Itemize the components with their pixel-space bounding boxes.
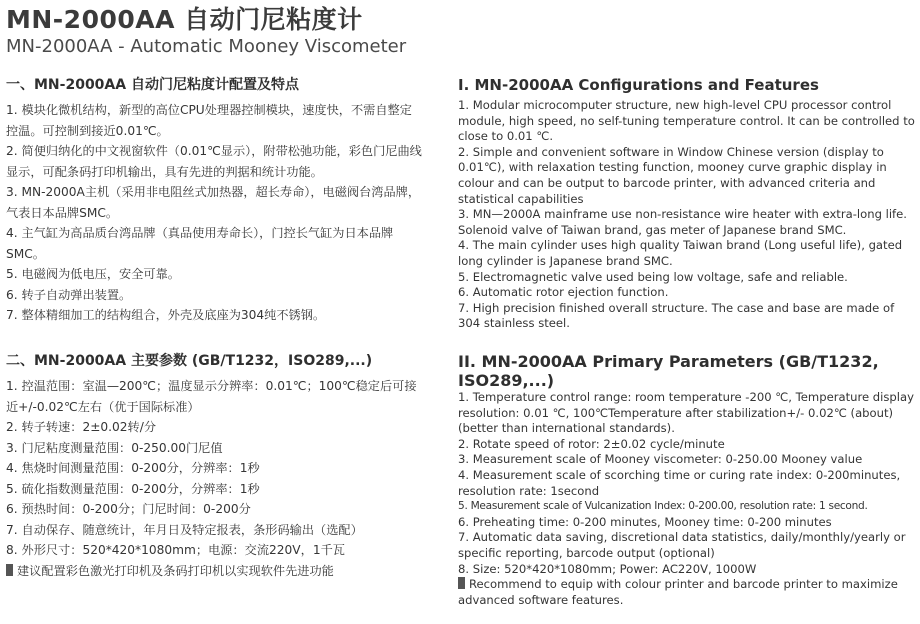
page-title-en: MN-2000AA - Automatic Mooney Viscometer bbox=[6, 36, 407, 57]
section2-title-en bbox=[458, 352, 916, 390]
right-section2-en bbox=[458, 352, 916, 608]
section1-list-en bbox=[458, 98, 916, 332]
list-item: 2. Rotate speed of rotor: 2±0.02 cycle/minute bbox=[458, 436, 725, 451]
page-title-cn: MN-2000AA 自动门尼粘度计 bbox=[6, 5, 363, 34]
section2-title-main: II. MN-2000AA Primary Parameters bbox=[458, 352, 774, 371]
note-marker-icon bbox=[458, 577, 465, 589]
list-item: 3. MN-2000A主机（采用非电阻丝式加热器，超长寿命），电磁阀台湾品牌，气表日本品牌SMC。 bbox=[6, 185, 421, 220]
list-item: 3. 门尼粘度测量范围：0-250.00门尼值 bbox=[6, 440, 223, 455]
list-item: 3. Measurement scale of Mooney viscometer: 0-250.00 Mooney value bbox=[458, 452, 863, 467]
note-text-cn: 建议配置彩色激光打印机及条码打印机以实现软件先进功能 bbox=[17, 563, 334, 578]
list-item: 1. 模块化微机结构，新型的高位CPU处理器控制模块，速度快，不需自整定控温。可控制到接近0.01℃。 bbox=[6, 103, 412, 138]
list-item: 5. 电磁阀为低电压，安全可靠。 bbox=[6, 267, 180, 281]
list-item: 6. 转子自动弹出装置。 bbox=[6, 287, 132, 302]
list-item: 5. 硫化指数测量范围：0-200分，分辨率：1秒 bbox=[6, 481, 260, 496]
note-text-en: Recommend to equip with colour printer and barcode printer to maximize advanced software features. bbox=[458, 577, 898, 607]
list-item: 7. High precision finished overall structure. The case and base are made of 304 stainless steel. bbox=[458, 300, 895, 331]
list-item: 2. Simple and convenient software in Window Chinese version (display to 0.01℃), with relaxation testing function, mooney curve graphic display in colour and can be output to barcode printer, with advanced criteria and statistical capabilities bbox=[458, 144, 887, 206]
left-section2-cn bbox=[6, 350, 424, 581]
right-column-en bbox=[458, 74, 916, 332]
section1-title-cn: 一、MN-2000AA 自动门尼粘度计配置及特点 bbox=[6, 77, 299, 93]
list-item: 1. Modular microcomputer structure, new high-level CPU processor control module, high speed, no self-tuning temperature control. It can be controlled to close to 0.01 ℃. bbox=[458, 98, 915, 144]
list-item: 1. Temperature control range: room temperature -200 ℃, Temperature display resolution: 0.01 ℃, 100℃Temperature after stabilization+/- 0.02℃ (about) (better than international standards). bbox=[458, 390, 914, 436]
note-item bbox=[458, 577, 916, 608]
note-marker-icon bbox=[6, 564, 13, 576]
list-item: 7. 整体精细加工的结构组合，外壳及底座为304纯不锈钢。 bbox=[6, 308, 326, 322]
list-item: 3. MN—2000A mainframe use non-resistance wire heater with extra-long life. Solenoid valve of Taiwan brand, gas meter of Japanese brand SMC. bbox=[458, 207, 907, 237]
section1-list-cn bbox=[6, 100, 424, 326]
list-item: 4. 主气缸为高品质台湾品牌（真品使用寿命长），门控长气缸为日本品牌SMC。 bbox=[6, 226, 394, 261]
list-item: 8. 外形尺寸：520*420*1080mm；电源：交流220V，1千瓦 bbox=[6, 543, 345, 557]
list-item: 7. Automatic data saving, discretional data statistics, daily/monthly/yearly or specific reporting, barcode output (optional) bbox=[458, 530, 906, 560]
section1-title-en: I. MN-2000AA Configurations and Features bbox=[458, 76, 819, 94]
list-item: 4. 焦烧时间测量范围：0-200分，分辨率：1秒 bbox=[6, 461, 260, 475]
list-item: 7. 自动保存、随意统计，年月日及特定报表，条形码输出（选配） bbox=[6, 522, 363, 537]
section2-title-cn: 二、MN-2000AA 主要参数 (GB/T1232，ISO289,...) bbox=[6, 353, 373, 369]
list-item: 6. Automatic rotor ejection function. bbox=[458, 285, 669, 300]
section2-title-small: (GB/T1232, ISO289,...) bbox=[458, 352, 879, 390]
list-item: 5. Electromagnetic valve used being low voltage, safe and reliable. bbox=[458, 269, 848, 284]
list-item: 6. 预热时间：0-200分；门尼时间：0-200分 bbox=[6, 502, 251, 516]
list-item: 2. 简便归纳化的中文视窗软件（0.01℃显示），附带松弛功能，彩色门尼曲线显示，可配条码打印机输出，具有先进的判据和统计功能。 bbox=[6, 144, 422, 179]
list-item: 2. 转子转速：2±0.02转/分 bbox=[6, 420, 157, 434]
section2-list-en bbox=[458, 390, 916, 608]
list-item: 8. Size: 520*420*1080mm; Power: AC220V, 1000W bbox=[458, 561, 757, 576]
section2-list-cn bbox=[6, 376, 424, 581]
list-item: 6. Preheating time: 0-200 minutes, Mooney time: 0-200 minutes bbox=[458, 514, 832, 529]
left-column-cn bbox=[6, 74, 424, 326]
page-header bbox=[6, 4, 906, 58]
list-item: 4. Measurement scale of scorching time or curing rate index: 0-200minutes, resolution rate: 1second bbox=[458, 467, 901, 498]
list-item: 1. 控温范围：室温—200℃；温度显示分辨率：0.01℃；100℃稳定后可接近+/-0.02℃左右（优于国际标准） bbox=[6, 379, 417, 414]
note-item bbox=[6, 561, 424, 582]
list-item: 5. Measurement scale of Vulcanization Index: 0-200.00, resolution rate: 1 second. bbox=[458, 500, 868, 513]
list-item: 4. The main cylinder uses high quality Taiwan brand (Long useful life), gated long cylinder is Japanese brand SMC. bbox=[458, 238, 903, 268]
